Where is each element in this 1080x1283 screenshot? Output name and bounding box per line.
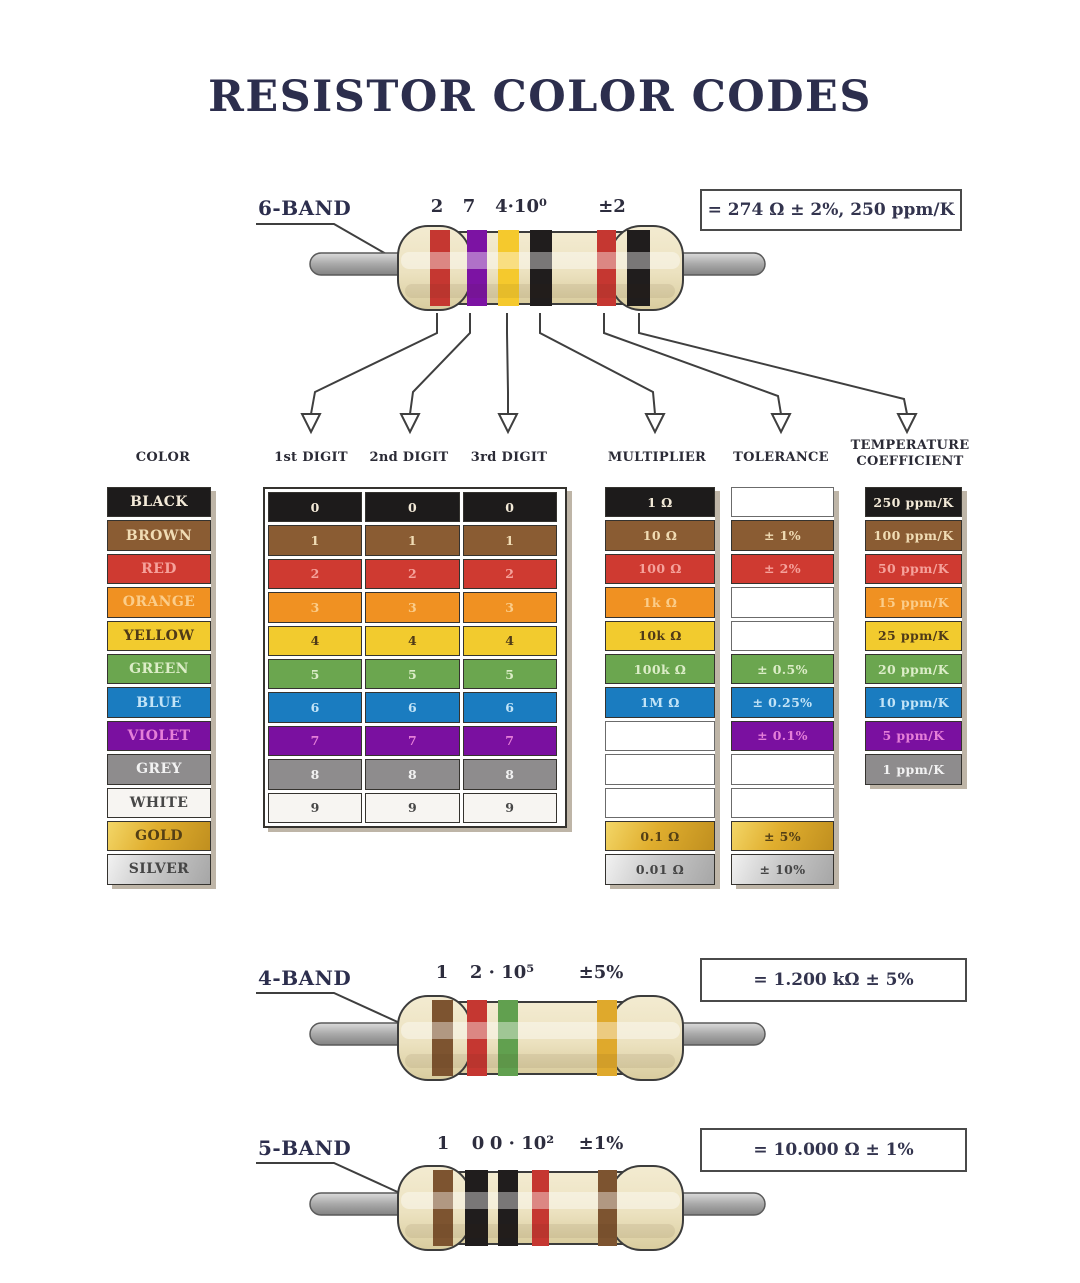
tempco-cell: 15 ppm/K — [865, 587, 962, 617]
tolerance-cell: ± 10% — [731, 854, 834, 884]
tolerance-cell — [731, 621, 834, 651]
header-temperature-coefficient: TEMPERATURE COEFFICIENT — [850, 438, 970, 469]
arrow-line-digit3 — [507, 313, 508, 414]
tempco-cell: 100 ppm/K — [865, 520, 962, 550]
multiplier-cell: 100k Ω — [605, 654, 715, 684]
digit1-cell: 0 — [268, 492, 362, 522]
digit1-cell: 4 — [268, 626, 362, 656]
band-value-label: ±5% — [578, 962, 624, 983]
arrow-line-tolerance — [604, 313, 781, 414]
arrow-line-multiplier — [540, 313, 655, 414]
band-value-label: 1 — [436, 1133, 450, 1154]
tempco-cell: 25 ppm/K — [865, 621, 962, 651]
digit3-cell: 7 — [463, 726, 557, 756]
four-band-label: 4-BAND — [258, 966, 352, 990]
multiplier-cell: 1 Ω — [605, 487, 715, 517]
band-value-label: 7 — [462, 196, 476, 217]
digit1-cell: 9 — [268, 793, 362, 823]
digit2-cell: 6 — [365, 692, 459, 722]
color-name-cell: WHITE — [107, 788, 211, 818]
digit2-cell: 2 — [365, 559, 459, 589]
arrowhead-icon — [772, 414, 790, 432]
color-name-cell: SILVER — [107, 854, 211, 884]
multiplier-column — [605, 487, 715, 885]
digit1-cell: 3 — [268, 592, 362, 622]
five-band-result-box: = 10.000 Ω ± 1% — [700, 1128, 967, 1172]
multiplier-cell — [605, 721, 715, 751]
multiplier-cell: 10k Ω — [605, 621, 715, 651]
five-band-resistor-illustration — [305, 1162, 770, 1257]
band-value-label: 0 — [471, 1133, 485, 1154]
six-band-resistor-illustration — [305, 222, 770, 317]
color-name-column — [107, 487, 211, 885]
header-2nd-digit: 2nd DIGIT — [369, 450, 449, 465]
digit-columns-block — [263, 487, 567, 828]
header-1st-digit: 1st DIGIT — [274, 450, 348, 465]
four-band-resistor-illustration — [305, 992, 770, 1087]
header-multiplier: MULTIPLIER — [607, 450, 707, 465]
digit2-cell: 4 — [365, 626, 459, 656]
tolerance-column — [731, 487, 834, 885]
digit3-cell: 0 — [463, 492, 557, 522]
digit2-cell: 3 — [365, 592, 459, 622]
digit2-cell: 9 — [365, 793, 459, 823]
digit3-cell: 6 — [463, 692, 557, 722]
arrowhead-icon — [302, 414, 320, 432]
color-name-cell: GREY — [107, 754, 211, 784]
page-title: RESISTOR COLOR CODES — [208, 72, 872, 122]
multiplier-cell: 1k Ω — [605, 587, 715, 617]
arrowhead-icon — [401, 414, 419, 432]
tempco-cell: 1 ppm/K — [865, 754, 962, 784]
digit1-cell: 5 — [268, 659, 362, 689]
tolerance-cell: ± 2% — [731, 554, 834, 584]
tolerance-cell: ± 0.5% — [731, 654, 834, 684]
digit2-cell: 1 — [365, 525, 459, 555]
six-band-label: 6-BAND — [258, 196, 352, 220]
arrow-line-digit2 — [410, 313, 470, 414]
tempco-column — [865, 487, 962, 785]
digit3-cell: 3 — [463, 592, 557, 622]
tolerance-cell — [731, 754, 834, 784]
five-band-label: 5-BAND — [258, 1136, 352, 1160]
tolerance-cell — [731, 487, 834, 517]
band-value-label: ±2 — [598, 196, 626, 217]
header-3rd-digit: 3rd DIGIT — [470, 450, 548, 465]
header-tolerance: TOLERANCE — [733, 450, 829, 465]
arrowhead-icon — [646, 414, 664, 432]
color-name-cell: VIOLET — [107, 721, 211, 751]
tempco-cell: 250 ppm/K — [865, 487, 962, 517]
multiplier-cell: 0.01 Ω — [605, 854, 715, 884]
digit2-cell: 8 — [365, 759, 459, 789]
band-value-label: 0 · 10² — [489, 1133, 555, 1154]
arrow-line-digit1 — [311, 313, 437, 414]
multiplier-cell — [605, 788, 715, 818]
band-value-label: ±1% — [578, 1133, 624, 1154]
color-name-cell: BROWN — [107, 520, 211, 550]
tolerance-cell: ± 5% — [731, 821, 834, 851]
digit3-cell: 4 — [463, 626, 557, 656]
tolerance-cell — [731, 788, 834, 818]
color-name-cell: GOLD — [107, 821, 211, 851]
multiplier-cell: 100 Ω — [605, 554, 715, 584]
four-band-result-box: = 1.200 kΩ ± 5% — [700, 958, 967, 1002]
tolerance-cell — [731, 587, 834, 617]
digit3-cell: 5 — [463, 659, 557, 689]
digit2-cell: 7 — [365, 726, 459, 756]
digit2-cell: 5 — [365, 659, 459, 689]
tempco-cell: 20 ppm/K — [865, 654, 962, 684]
digit1-cell: 8 — [268, 759, 362, 789]
color-name-cell: YELLOW — [107, 621, 211, 651]
band-value-label: 2 — [430, 196, 444, 217]
arrow-line-tempco — [639, 313, 907, 414]
tolerance-cell: ± 1% — [731, 520, 834, 550]
digit1-cell: 1 — [268, 525, 362, 555]
color-name-cell: BLUE — [107, 687, 211, 717]
digit3-cell: 1 — [463, 525, 557, 555]
tolerance-cell: ± 0.1% — [731, 721, 834, 751]
six-band-result-box: = 274 Ω ± 2%, 250 ppm/K — [700, 189, 962, 231]
multiplier-cell: 10 Ω — [605, 520, 715, 550]
digit3-cell: 9 — [463, 793, 557, 823]
tolerance-cell: ± 0.25% — [731, 687, 834, 717]
multiplier-cell — [605, 754, 715, 784]
digit3-cell: 2 — [463, 559, 557, 589]
tempco-cell: 10 ppm/K — [865, 687, 962, 717]
digit1-cell: 7 — [268, 726, 362, 756]
color-name-cell: ORANGE — [107, 587, 211, 617]
color-name-cell: BLACK — [107, 487, 211, 517]
tempco-cell: 5 ppm/K — [865, 721, 962, 751]
color-name-cell: GREEN — [107, 654, 211, 684]
band-value-label: 1 — [435, 962, 449, 983]
digit1-cell: 2 — [268, 559, 362, 589]
arrowhead-icon — [898, 414, 916, 432]
color-name-cell: RED — [107, 554, 211, 584]
digit3-cell: 8 — [463, 759, 557, 789]
multiplier-cell: 0.1 Ω — [605, 821, 715, 851]
digit1-cell: 6 — [268, 692, 362, 722]
digit2-cell: 0 — [365, 492, 459, 522]
multiplier-cell: 1M Ω — [605, 687, 715, 717]
band-value-label: 4·10⁰ — [495, 196, 547, 217]
header-color: COLOR — [135, 450, 191, 465]
arrowhead-icon — [499, 414, 517, 432]
tempco-cell: 50 ppm/K — [865, 554, 962, 584]
band-value-label: 2 · 10⁵ — [469, 962, 535, 983]
